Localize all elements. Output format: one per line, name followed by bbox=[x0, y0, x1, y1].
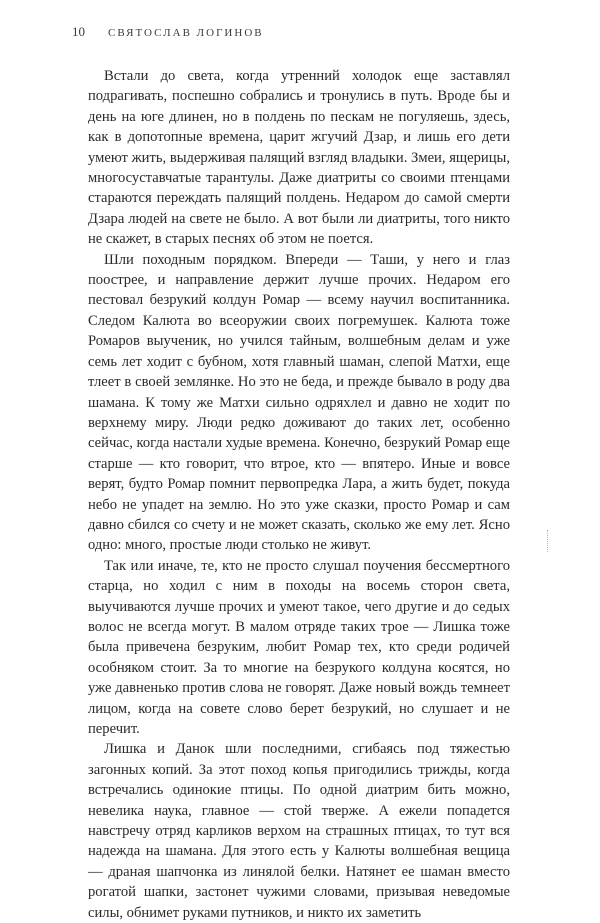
paragraph: Встали до света, когда утренний холодок еще заставлял подрагивать, поспешно собрались и тронулись в путь. Вроде бы и день на юге длинен, но в полдень по пескам не погуляешь, здесь, как в допотопные времена, царит жгучий Дзар, и лишь его дети умеют жить, выдерживая палящий взгляд владыки. Змеи, ящерицы, многосуставчатые тарантулы. Даже диатриты со своими птенцами стараются переждать палящий полдень. Недаром до самой смерти Дзара людей на свете не было. А вот были ли диатриты, того никто не скажет, в старых песнях об этом не поется. bbox=[88, 68, 510, 248]
paragraph: Шли походным порядком. Впереди — Таши, у него и глаз поострее, и направление держит лучше прочих. Недаром его пестовал безрукий колдун Ромар — всему научил воспитанника. Следом Калюта во всеоружии своих погремушек. Калюта тоже Ромаров выученик, но учился тайным, волшебным делам и уже семь лет ходит с бубном, хотя главный шаман, слепой Матхи, еще тлеет в своей землянке. Но это не беда, и прежде бывало в роду два шамана. К тому же Матхи сильно одряхлел и давно не ходит по верхнему миру. Люди редко доживают до таких лет, особенно сейчас, когда настали худые времена. Конечно, безрукий Ромар еще старше — кто говорит, что втрое, кто — впятеро. Иные и вовсе верят, будто Ромар помнит первопредка Лара, а жить будет, покуда небо не упадет на землю. Но это уже сказки, просто Ромар и сам давно сбился со счету и не может сказать, сколько же ему лет. Ясно одно: много, простые люди столько не живут. bbox=[88, 251, 510, 554]
page-number: 10 bbox=[72, 24, 85, 39]
margin-dotted-mark bbox=[547, 530, 549, 552]
page-header bbox=[72, 24, 264, 40]
running-head: СВЯТОСЛАВ ЛОГИНОВ bbox=[108, 27, 264, 39]
paragraph: Так или иначе, те, кто не просто слушал поучения бессмертного старца, но ходил с ним в походы на восемь сторон света, выучиваются лучше прочих и умеют такое, чего другие и до седых волос не всегда могут. В малом отряде таких трое — Лишка тоже была привечена безруким, любит Ромар тех, кто среди родичей особняком стоит. За то многие на безрукого колдуна косятся, но уже давненько против слова не говорят. Даже новый вождь темнеет лицом, когда на совете слово берет безрукий, но слушает и не перечит. bbox=[88, 557, 510, 737]
body-text bbox=[88, 66, 510, 923]
paragraph: Лишка и Данок шли последними, сгибаясь под тяжестью загонных копий. За этот поход копья пригодились трижды, когда встречались одинокие птицы. По одной диатрим бить можно, невелика наука, главное — стой тверже. А ежели попадется навстречу отряд карликов верхом на страшных птицах, то тут вся надежда на шамана. Для этого есть у Калюты волшебная вещица — драная шапчонка из линялой белки. Натянет ее шаман вместо рогатой шапки, застонет чужими словами, призывая неведомые силы, обнимет руками путников, и никто их заметить bbox=[88, 741, 510, 921]
